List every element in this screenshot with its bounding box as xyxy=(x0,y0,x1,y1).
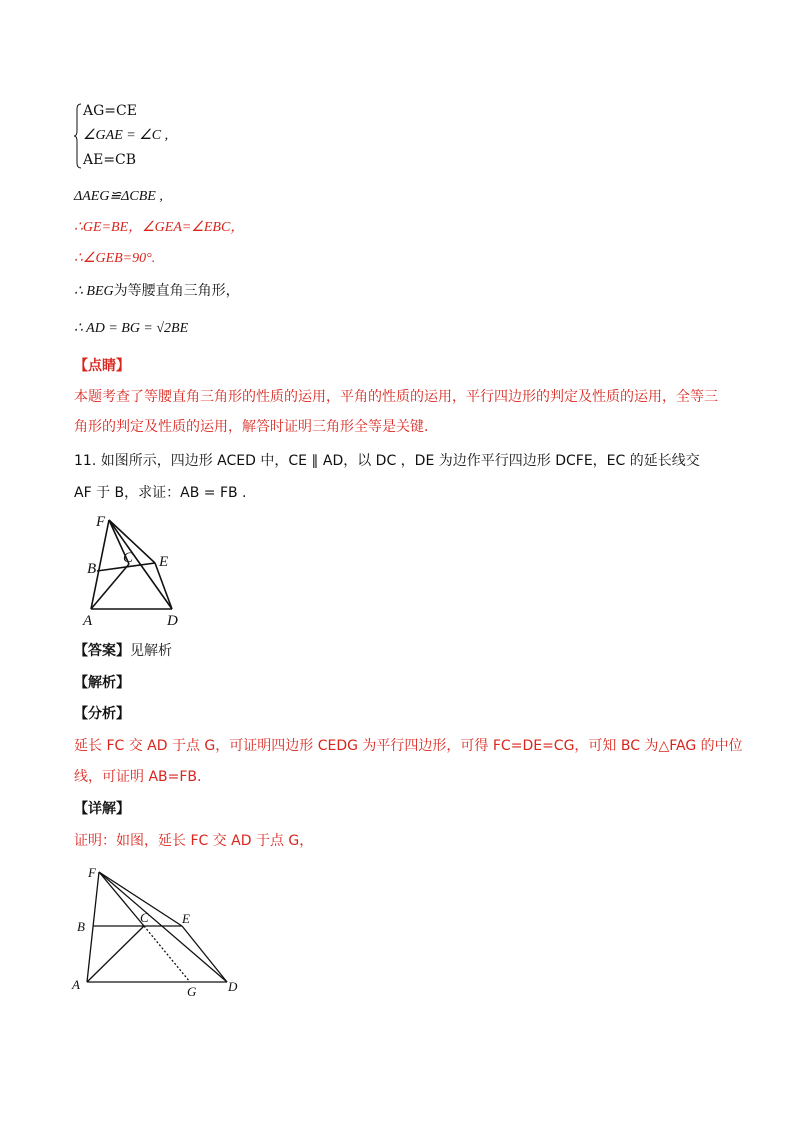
answer-text: 见解析 xyxy=(130,643,172,659)
fig1-label-B: B xyxy=(87,561,97,577)
figure-2-extended xyxy=(70,862,242,1000)
problem-number: 11. xyxy=(74,453,97,469)
fig2-label-C: C xyxy=(140,910,149,925)
fig2-label-D: D xyxy=(228,979,238,994)
proof-step-1: ∴GE=BE，∠GEA=∠EBC， xyxy=(74,220,245,235)
proof-step-3 xyxy=(74,282,240,301)
system-line-3: AE=CB xyxy=(83,152,137,168)
system-line-1: AG=CE xyxy=(83,103,137,119)
fenxi-heading: 【分析】 xyxy=(74,706,130,722)
problem-line-1 xyxy=(74,452,700,470)
fenxi-line-1: 延长 FC 交 AD 于点 G，可证明四边形 CEDG 为平行四边形，可得 FC=DE=CG，可知 BC 为△FAG 的中位 xyxy=(74,738,743,754)
system-line-2: ∠GAE = ∠C , xyxy=(83,128,169,143)
fig2-label-F: F xyxy=(88,865,96,880)
figure-1-quadrilateral xyxy=(82,512,186,630)
detail-text: 证明：如图，延长 FC 交 AD 于点 G， xyxy=(74,833,314,849)
fig2-label-B: B xyxy=(77,919,85,934)
problem-text-2: AF 于 B，求证：AB = FB . xyxy=(74,485,247,501)
analysis-heading: 【解析】 xyxy=(74,675,130,691)
left-brace-icon xyxy=(74,103,82,169)
fig1-label-D: D xyxy=(167,613,178,629)
answer-line xyxy=(74,642,172,660)
detail-heading: 【详解】 xyxy=(74,801,130,817)
fig1-label-F: F xyxy=(96,514,106,530)
answer-heading: 【答案】 xyxy=(74,643,130,659)
fig2-label-E: E xyxy=(182,911,190,926)
proof-step-4: ∴ AD = BG = √2BE xyxy=(74,321,189,336)
comment-heading: 【点睛】 xyxy=(74,358,130,374)
problem-text-1: 如图所示，四边形 ACED 中，CE ∥ AD，以 DC ，DE 为边作平行四边形 DCFE，EC 的延长线交 xyxy=(100,453,700,469)
proof-step-2: ∴∠GEB=90°. xyxy=(74,251,156,266)
fig2-label-G: G xyxy=(187,984,197,999)
proof-step-3-prefix: ∴ BEG xyxy=(74,284,114,299)
fig1-label-E: E xyxy=(159,554,169,570)
proof-step-3-text: 为等腰直角三角形， xyxy=(113,283,240,299)
comment-text: 本题考查了等腰直角三角形的性质的运用，平角的性质的运用，平行四边形的判定及性质的运用，全等三角形的判定及性质的运用，解答时证明三角形全等是关键． xyxy=(74,389,718,435)
congruence-statement: ΔAEG≌ΔCBE , xyxy=(74,189,163,204)
fig1-label-C: C xyxy=(123,550,134,566)
fig1-label-A: A xyxy=(83,613,93,629)
fenxi-line-2: 线，可证明 AB=FB. xyxy=(74,769,202,785)
fig2-label-A: A xyxy=(72,977,80,992)
